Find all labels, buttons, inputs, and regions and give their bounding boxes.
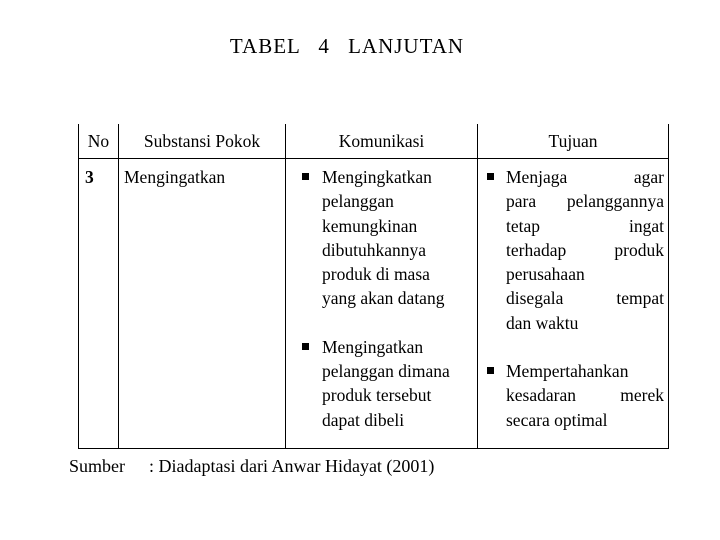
cell-no: 3 (79, 159, 119, 449)
square-bullet-icon (487, 173, 494, 180)
cell-tujuan (478, 159, 669, 449)
tujuan-line: terhadap produk (506, 239, 664, 260)
tujuan-line: perusahaan (506, 264, 585, 285)
komunikasi-line: produk di masa (322, 264, 430, 285)
komunikasi-line: dapat dibeli (322, 409, 405, 430)
square-bullet-icon (302, 173, 309, 180)
tujuan-line: Menjaga agar (506, 167, 664, 187)
header-substansi: Substansi Pokok (119, 124, 286, 159)
tujuan-line: disegala tempat (506, 288, 664, 309)
komunikasi-line: yang akan datang (322, 288, 445, 309)
header-tujuan: Tujuan (478, 124, 669, 159)
cell-substansi: Mengingatkan (119, 159, 286, 449)
tujuan-line: tetap ingat (506, 215, 664, 236)
source-note (69, 456, 434, 477)
komunikasi-line: kemungkinan (322, 215, 418, 236)
komunikasi-line: dibutuhkannya (322, 239, 427, 260)
tujuan-line: dan waktu (506, 312, 579, 333)
tujuan-line: para pelanggannya (506, 191, 664, 212)
komunikasi-line: Mengingkatkan (322, 167, 432, 187)
komunikasi-line: pelanggan dimana (322, 361, 450, 382)
table-row (79, 159, 669, 449)
komunikasi-line: pelanggan (322, 191, 394, 212)
data-table (78, 124, 669, 449)
komunikasi-item-1 (286, 165, 477, 311)
tujuan-item-2 (478, 359, 668, 432)
komunikasi-item-2 (286, 335, 477, 432)
tujuan-item-1 (478, 165, 668, 335)
source-text: : Diadaptasi dari Anwar Hidayat (2001) (149, 456, 435, 476)
tujuan-line: kesadaran merek (506, 385, 664, 406)
komunikasi-line: Mengingatkan (322, 336, 424, 357)
tujuan-line: Mempertahankan (506, 361, 629, 382)
header-komunikasi: Komunikasi (286, 124, 478, 159)
komunikasi-line: produk tersebut (322, 385, 432, 406)
header-no: No (79, 124, 119, 159)
source-label: Sumber (69, 456, 125, 476)
header-row (79, 124, 669, 159)
cell-komunikasi (286, 159, 478, 449)
tujuan-line: secara optimal (506, 409, 608, 430)
square-bullet-icon (302, 343, 309, 350)
square-bullet-icon (487, 367, 494, 374)
table-title: TABEL 4 LANJUTAN (229, 34, 465, 58)
